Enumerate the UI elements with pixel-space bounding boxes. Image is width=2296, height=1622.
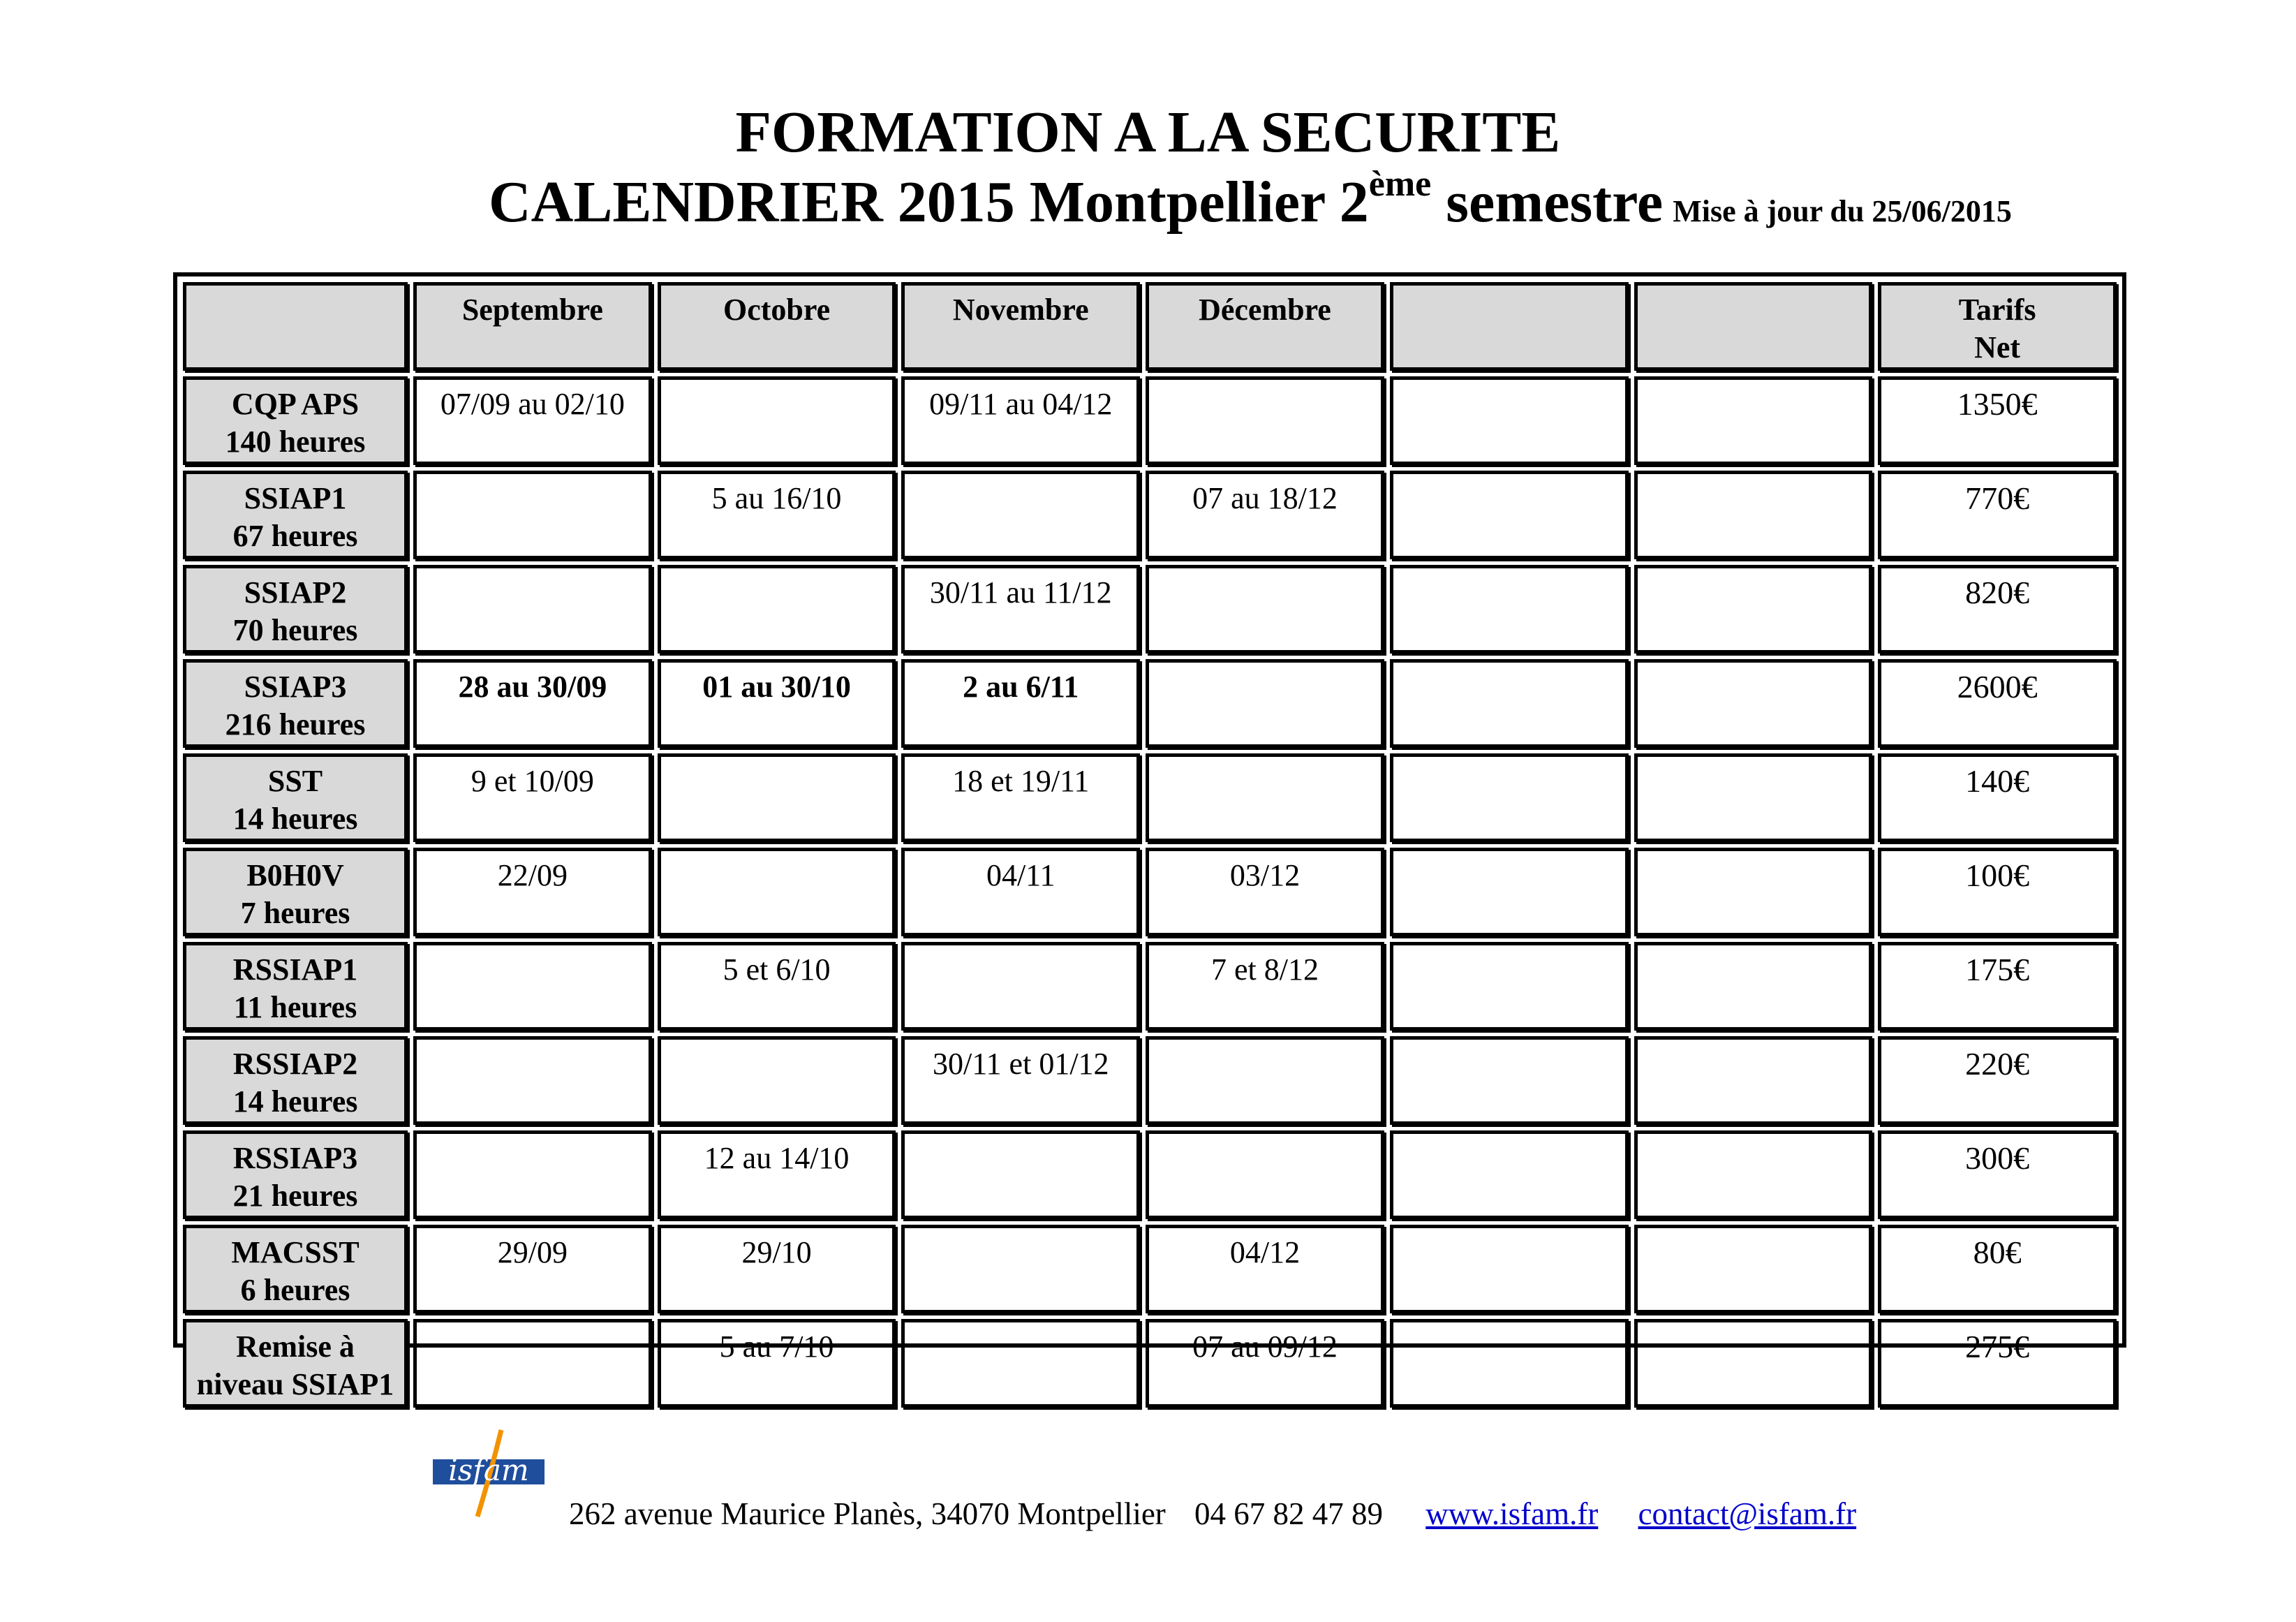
date-cell: 5 au 7/10 [658,1319,896,1408]
calendar-table [177,277,2122,1413]
footer-address: 262 avenue Maurice Planès, 34070 Montpellier [569,1496,1166,1531]
date-cell [658,753,896,842]
course-name: SST [267,764,323,798]
page-subtitle [489,164,2012,246]
course-name-cell [183,753,408,842]
date-cell [1634,471,1873,559]
price-cell: 300€ [1878,1130,2117,1219]
date-cell [1634,1036,1873,1125]
date-cell: 9 et 10/09 [413,753,652,842]
date-cell [1634,942,1873,1031]
course-name: B0H0V [246,858,344,892]
header-cell: Septembre [413,282,652,371]
table-row [183,471,2117,559]
header-cell: Octobre [658,282,896,371]
date-cell [1390,942,1629,1031]
date-cell [1634,376,1873,465]
date-cell [413,1036,652,1125]
page-title: FORMATION A LA SECURITE [735,100,1561,165]
course-name-cell [183,1130,408,1219]
date-cell [658,1036,896,1125]
table-row [183,1319,2117,1408]
header-cell [183,282,408,371]
date-cell [901,471,1140,559]
email-link[interactable]: contact@isfam.fr [1638,1496,1857,1531]
date-cell [1146,659,1384,748]
date-cell: 07 au 09/12 [1146,1319,1384,1408]
date-cell [1634,565,1873,654]
course-hours: 21 heures [232,1179,358,1213]
logo-text: isfam [448,1453,529,1487]
date-cell [901,942,1140,1031]
price-cell: 770€ [1878,471,2117,559]
course-hours: 216 heures [225,707,366,742]
date-cell [1390,1130,1629,1219]
date-cell: 01 au 30/10 [658,659,896,748]
header-cell [1390,282,1629,371]
date-cell [413,1130,652,1219]
table-row [183,1225,2117,1313]
date-cell [1390,1225,1629,1313]
price-cell: 175€ [1878,942,2117,1031]
date-cell [1390,565,1629,654]
date-cell [1146,1036,1384,1125]
date-cell: 22/09 [413,848,652,936]
date-cell [413,1319,652,1408]
website-link[interactable]: www.isfam.fr [1425,1496,1599,1531]
footer [569,1494,1856,1533]
date-cell: 03/12 [1146,848,1384,936]
course-name: RSSIAP2 [232,1047,358,1081]
date-cell [1146,1130,1384,1219]
table-row [183,659,2117,748]
price-cell: 2600€ [1878,659,2117,748]
date-cell: 29/09 [413,1225,652,1313]
course-hours: 6 heures [240,1273,350,1307]
date-cell [1634,1130,1873,1219]
table-row [183,565,2117,654]
date-cell: 5 et 6/10 [658,942,896,1031]
footer-phone: 04 67 82 47 89 [1194,1496,1384,1531]
date-cell [1390,1036,1629,1125]
date-cell: 04/11 [901,848,1140,936]
course-name-cell [183,848,408,936]
course-name: Remise à [236,1329,355,1364]
course-hours: 11 heures [233,990,357,1024]
subtitle-superscript: ème [1368,164,1432,204]
date-cell [1390,659,1629,748]
date-cell [1390,376,1629,465]
header-cell: Novembre [901,282,1140,371]
course-hours: 14 heures [232,802,358,836]
date-cell: 18 et 19/11 [901,753,1140,842]
course-name: CQP APS [231,387,360,421]
date-cell: 29/10 [658,1225,896,1313]
update-date: Mise à jour du 25/06/2015 [1673,194,2012,228]
course-name-cell [183,1036,408,1125]
course-name-cell [183,942,408,1031]
course-name-cell [183,376,408,465]
course-name: SSIAP1 [244,481,347,515]
table-row [183,376,2117,465]
date-cell [1146,753,1384,842]
price-cell: 275€ [1878,1319,2117,1408]
course-name-cell [183,659,408,748]
date-cell: 04/12 [1146,1225,1384,1313]
calendar-table-frame [173,272,2126,1401]
date-cell [658,376,896,465]
date-cell: 30/11 au 11/12 [901,565,1140,654]
date-cell [1146,376,1384,465]
table-row [183,848,2117,936]
table-row [183,1036,2117,1125]
date-cell [1390,753,1629,842]
date-cell [413,942,652,1031]
course-name-cell [183,565,408,654]
table-row [183,1130,2117,1219]
course-hours: 67 heures [232,519,358,553]
table-row [183,753,2117,842]
course-name: MACSST [231,1235,360,1269]
date-cell [1390,471,1629,559]
date-cell: 07 au 18/12 [1146,471,1384,559]
date-cell [1634,1319,1873,1408]
header-cell: Tarifs Net [1878,282,2117,371]
course-name: RSSIAP3 [232,1141,358,1175]
price-cell: 100€ [1878,848,2117,936]
subtitle-main: CALENDRIER 2015 Montpellier 2 [489,170,1369,235]
course-hours: 140 heures [225,425,366,459]
price-cell: 220€ [1878,1036,2117,1125]
date-cell [901,1225,1140,1313]
course-hours: 70 heures [232,613,358,647]
date-cell: 2 au 6/11 [901,659,1140,748]
date-cell [901,1319,1140,1408]
course-hours: 14 heures [232,1084,358,1119]
date-cell [1634,753,1873,842]
price-cell: 140€ [1878,753,2117,842]
date-cell: 28 au 30/09 [413,659,652,748]
date-cell [1390,848,1629,936]
header-cell [1634,282,1873,371]
date-cell: 09/11 au 04/12 [901,376,1140,465]
price-cell: 80€ [1878,1225,2117,1313]
date-cell [1634,848,1873,936]
date-cell [658,848,896,936]
course-hours: 7 heures [240,896,350,930]
date-cell [1146,565,1384,654]
header-cell: Décembre [1146,282,1384,371]
table-row [183,942,2117,1031]
course-name: SSIAP3 [244,670,347,704]
header-row [183,282,2117,371]
subtitle-semestre: semestre [1431,170,1664,235]
price-cell: 820€ [1878,565,2117,654]
course-name-cell [183,1225,408,1313]
course-name: SSIAP2 [244,575,347,610]
date-cell [658,565,896,654]
date-cell [413,471,652,559]
date-cell: 12 au 14/10 [658,1130,896,1219]
date-cell [1390,1319,1629,1408]
isfam-logo [433,1424,545,1522]
course-name-cell [183,1319,408,1408]
date-cell: 5 au 16/10 [658,471,896,559]
date-cell [413,565,652,654]
date-cell: 07/09 au 02/10 [413,376,652,465]
course-name-cell [183,471,408,559]
date-cell: 7 et 8/12 [1146,942,1384,1031]
date-cell: 30/11 et 01/12 [901,1036,1140,1125]
date-cell [901,1130,1140,1219]
course-hours: niveau SSIAP1 [196,1367,394,1401]
price-cell: 1350€ [1878,376,2117,465]
date-cell [1634,1225,1873,1313]
course-name: RSSIAP1 [232,952,358,987]
date-cell [1634,659,1873,748]
